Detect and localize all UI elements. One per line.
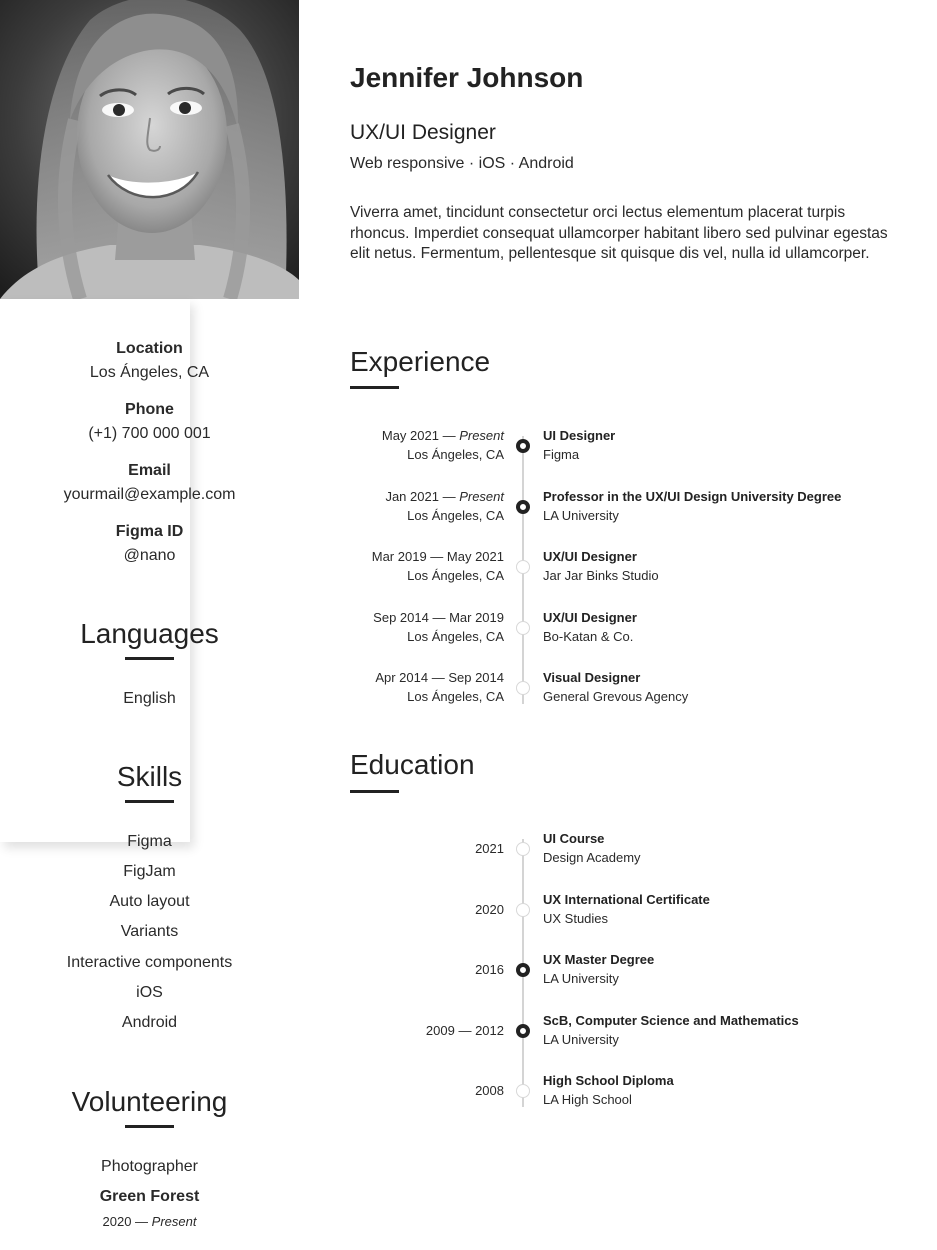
education-organization: Design Academy [543, 850, 641, 865]
experience-item [340, 608, 920, 648]
location-value: Los Ángeles, CA [89, 364, 210, 381]
education-details [543, 890, 710, 928]
experience-end: Mar 2019 [449, 609, 504, 625]
experience-item [340, 547, 920, 587]
skills-underline [125, 800, 174, 803]
education-year: 2008 [475, 1083, 504, 1098]
experience-organization: Jar Jar Binks Studio [543, 568, 659, 583]
education-item [340, 890, 920, 930]
education-heading: Education [350, 749, 475, 780]
job-title: UX/UI Designer [350, 121, 496, 144]
volunteering-start: 2020 [102, 1214, 132, 1229]
experience-title: Visual Designer [543, 670, 641, 685]
timeline-circle-icon [516, 1084, 530, 1098]
education-item [340, 829, 920, 869]
languages-underline [125, 657, 174, 660]
education-underline [350, 790, 399, 793]
skill-item: iOS [136, 984, 163, 1001]
education-year: 2020 [475, 901, 504, 917]
volunteering-dates [0, 1214, 299, 1229]
timeline-circle-icon [516, 621, 530, 635]
experience-start: Sep 2014 [373, 609, 429, 625]
timeline-circle-icon [516, 560, 530, 574]
experience-details [543, 668, 688, 706]
skill-item: Figma [127, 833, 172, 850]
education-title: ScB, Computer Science and Mathematics [543, 1012, 799, 1028]
experience-start: Apr 2014 [375, 670, 429, 685]
education-details [543, 950, 654, 988]
phone-value[interactable]: (+1) 700 000 001 [88, 425, 211, 442]
experience-timeline [340, 426, 920, 706]
experience-location: Los Ángeles, CA [407, 507, 504, 523]
education-title: UX International Certificate [543, 891, 710, 907]
email-label: Email [128, 462, 171, 479]
experience-end: May 2021 [446, 549, 504, 564]
skill-item: Auto layout [109, 893, 190, 910]
education-date [425, 1011, 504, 1038]
education-date [475, 1071, 504, 1098]
education-title: UI Course [543, 831, 605, 846]
figma-id-label: Figma ID [115, 523, 184, 540]
experience-title: Professor in the UX/UI Design University Degree [543, 488, 842, 504]
education-details [543, 829, 641, 867]
volunteering-separator: — [135, 1214, 149, 1229]
timeline-circle-icon [516, 903, 530, 917]
summary: Viverra amet, tincidunt consectetur orci lectus elementum placerat turpis rhoncus. Imperdiet consequat ullamcorper habitant libero sed pulvinar egestas elit netus. Fermentum, pellentesque sit quisque dis vel, nulla id ullamcorper. [350, 204, 888, 262]
experience-title: UX/UI Designer [543, 549, 637, 564]
education-details [543, 1071, 674, 1109]
volunteering-end: Present [151, 1214, 197, 1229]
experience-dates [373, 608, 504, 646]
experience-organization: LA University [543, 507, 619, 523]
experience-location: Los Ángeles, CA [407, 447, 504, 462]
skill-item: Variants [120, 923, 179, 940]
education-timeline [340, 829, 920, 1109]
phone-label: Phone [125, 401, 174, 418]
experience-location: Los Ángeles, CA [407, 628, 504, 644]
education-year: 2016 [475, 962, 504, 977]
experience-details [543, 608, 637, 646]
experience-period: Mar 2019 — May 2021 [371, 549, 504, 564]
experience-period: Sep 2014 — Mar 2019 [373, 609, 504, 625]
experience-item [340, 426, 920, 466]
volunteering-heading: Volunteering [71, 1086, 228, 1117]
person-name: Jennifer Johnson [350, 62, 584, 93]
experience-end: Sep 2014 [448, 670, 504, 685]
skill-item: FigJam [123, 863, 176, 880]
experience-start: Jan 2021 [385, 488, 439, 504]
timeline-circle-icon [516, 500, 530, 514]
experience-period: Jan 2021 — Present [385, 488, 504, 504]
experience-dates [382, 426, 504, 464]
experience-end: Present [459, 428, 504, 443]
location-label: Location [116, 340, 183, 357]
education-organization: LA High School [543, 1092, 632, 1107]
experience-title: UI Designer [543, 428, 616, 443]
sidebar [0, 0, 299, 1250]
education-organization: LA University [543, 1031, 619, 1047]
figma-id-value: @nano [123, 547, 176, 564]
languages-heading: Languages [80, 618, 219, 649]
experience-start: May 2021 [381, 428, 439, 443]
experience-details [543, 426, 615, 464]
experience-period: Apr 2014 — Sep 2014 [375, 670, 504, 685]
education-item [340, 1071, 920, 1111]
education-details [543, 1011, 799, 1049]
experience-start: Mar 2019 [371, 549, 427, 564]
education-date [475, 890, 504, 917]
volunteering-organization: Green Forest [99, 1188, 200, 1205]
experience-dates [385, 487, 504, 525]
experience-dates [375, 668, 504, 706]
experience-details [543, 487, 841, 525]
education-date [475, 950, 504, 977]
experience-details [543, 547, 659, 585]
education-title: UX Master Degree [543, 952, 655, 967]
experience-organization: Figma [543, 447, 580, 462]
education-item [340, 1011, 920, 1051]
platforms: Web responsive · iOS · Android [350, 155, 574, 172]
education-title: High School Diploma [543, 1073, 674, 1088]
experience-underline [350, 386, 399, 389]
experience-location: Los Ángeles, CA [407, 568, 504, 583]
experience-dates [372, 547, 504, 585]
timeline-circle-icon [516, 963, 530, 977]
volunteering-role: Photographer [101, 1158, 198, 1175]
experience-end: Present [459, 488, 504, 504]
experience-item [340, 668, 920, 708]
experience-period: May 2021 — Present [381, 428, 504, 443]
education-date [475, 829, 504, 856]
skill-item: Interactive components [66, 954, 233, 971]
timeline-circle-icon [516, 1024, 530, 1038]
email-value[interactable]: yourmail@example.com [63, 486, 236, 503]
timeline-circle-icon [516, 439, 530, 453]
timeline-circle-icon [516, 842, 530, 856]
education-year: 2009 — 2012 [425, 1022, 504, 1038]
experience-organization: General Grevous Agency [543, 689, 689, 704]
timeline-circle-icon [516, 681, 530, 695]
skills-heading: Skills [116, 761, 183, 792]
education-year: 2021 [475, 841, 504, 856]
experience-heading: Experience [350, 346, 491, 377]
skill-item: Android [121, 1014, 178, 1031]
education-organization: UX Studies [543, 910, 609, 926]
experience-organization: Bo-Katan & Co. [543, 628, 634, 644]
education-organization: LA University [543, 971, 619, 986]
experience-location: Los Ángeles, CA [407, 689, 504, 704]
experience-title: UX/UI Designer [543, 609, 637, 625]
education-item [340, 950, 920, 990]
language-item: English [123, 690, 176, 707]
volunteering-underline [125, 1125, 174, 1128]
experience-item [340, 487, 920, 527]
